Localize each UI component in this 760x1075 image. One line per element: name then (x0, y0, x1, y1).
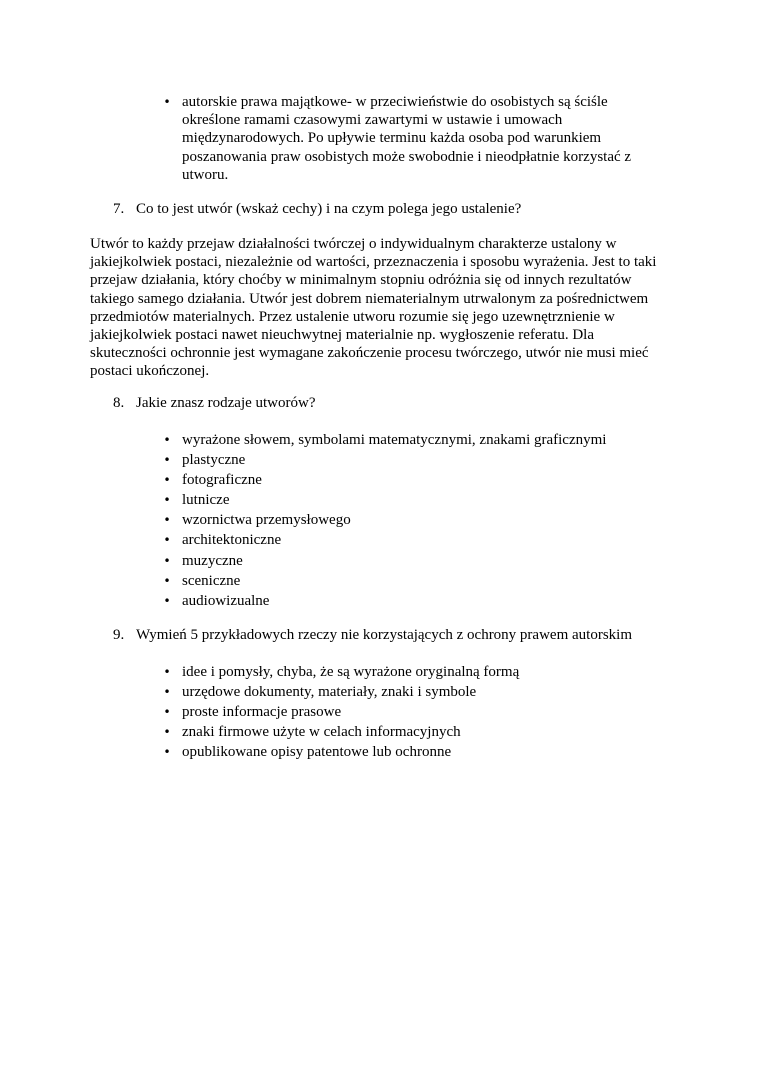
bullet-icon: • (163, 453, 171, 468)
list-item (163, 510, 652, 530)
list-item-text: znaki firmowe użyte w celach informacyjnych (182, 724, 461, 741)
list-item-text: fotograficzne (182, 472, 262, 489)
bullet-icon: • (163, 705, 171, 720)
bullet-icon: • (163, 553, 171, 568)
list-item-text: lutnicze (182, 492, 230, 509)
question-number: 7. (113, 201, 125, 217)
question-text: Jakie znasz rodzaje utworów? (136, 395, 316, 411)
bullet-icon: • (163, 95, 171, 109)
bullet-icon: • (163, 493, 171, 508)
list-item (163, 702, 652, 722)
bullet-icon: • (163, 573, 171, 588)
list-item-text: architektoniczne (182, 532, 282, 549)
list-item (163, 662, 652, 682)
list-item (163, 93, 652, 184)
bullet-icon: • (163, 665, 171, 679)
list-item (163, 470, 652, 490)
list-item-text: wzornictwa przemysłowego (182, 512, 351, 529)
bullet-icon: • (163, 433, 171, 447)
list-item (163, 551, 652, 571)
list-item (163, 742, 652, 762)
list-item-text: sceniczne (182, 572, 241, 589)
bullet-icon: • (163, 685, 171, 700)
question-7-answer: Utwór to każdy przejaw działalności twórczej o indywidualnym charakterze ustalony w jakiejkolwiek postaci, niezależnie od wartości, przeznaczenia i sposobu wyrażenia. Jest to taki przejaw działania, który choćby w minimalnym stopniu odróżnia się od innych rezultatów takiego samego działania. Utwór jest dobrem niematerialnym utrwalonym za pośrednictwem przedmiotów materialnych. Przez ustalenie utworu rozumie się jego uzewnętrznienie w jakiejkolwiek postaci nawet nieuchwytnej materialnie np. wygłoszenie referatu. Dla skuteczności ochronnie jest wymagane zakończenie procesu twórczego, utwór nie musi mieć postaci ukończonej. (90, 236, 657, 380)
question-text: Co to jest utwór (wskaż cechy) i na czym polega jego ustalenie? (136, 201, 522, 217)
list-item-text: idee i pomysły, chyba, że są wyrażone oryginalną formą (182, 664, 520, 680)
bullet-icon: • (163, 593, 171, 608)
list-item (163, 682, 652, 702)
list-item-text: autorskie prawa majątkowe- w przeciwieństwie do osobistych są ściśle określone ramami czasowymi zawartymi w ustawie i umowach międzynarodowych. Po upływie terminu każda osoba pod warunkiem poszanowania praw osobistych może swobodnie i nieodpłatnie korzystać z utworu. (182, 94, 632, 183)
unprotected-items-list (0, 662, 760, 762)
list-item-text: proste informacje prasowe (182, 704, 342, 721)
list-item-text: wyrażone słowem, symbolami matematycznymi, znakami graficznymi (182, 432, 607, 448)
list-item-text: muzyczne (182, 552, 243, 569)
bullet-icon: • (163, 745, 171, 760)
bullet-icon: • (163, 513, 171, 528)
question-number: 9. (113, 627, 125, 643)
list-item (163, 722, 652, 742)
list-item (163, 530, 652, 550)
list-item (163, 490, 652, 510)
list-item (163, 430, 652, 450)
question-number: 8. (113, 395, 125, 411)
bullet-icon: • (163, 473, 171, 488)
list-item-text: urzędowe dokumenty, materiały, znaki i symbole (182, 684, 477, 701)
bullet-icon: • (163, 725, 171, 740)
list-item-text: audiowizualne (182, 592, 270, 609)
bullet-icon: • (163, 533, 171, 548)
list-item (163, 450, 652, 470)
work-types-list (0, 430, 760, 611)
question-text: Wymień 5 przykładowych rzeczy nie korzystających z ochrony prawem autorskim (136, 627, 632, 643)
list-item-text: plastyczne (182, 452, 246, 469)
list-item (163, 571, 652, 591)
property-rights-list (0, 93, 760, 184)
list-item-text: opublikowane opisy patentowe lub ochronne (182, 744, 452, 761)
list-item (163, 591, 652, 611)
